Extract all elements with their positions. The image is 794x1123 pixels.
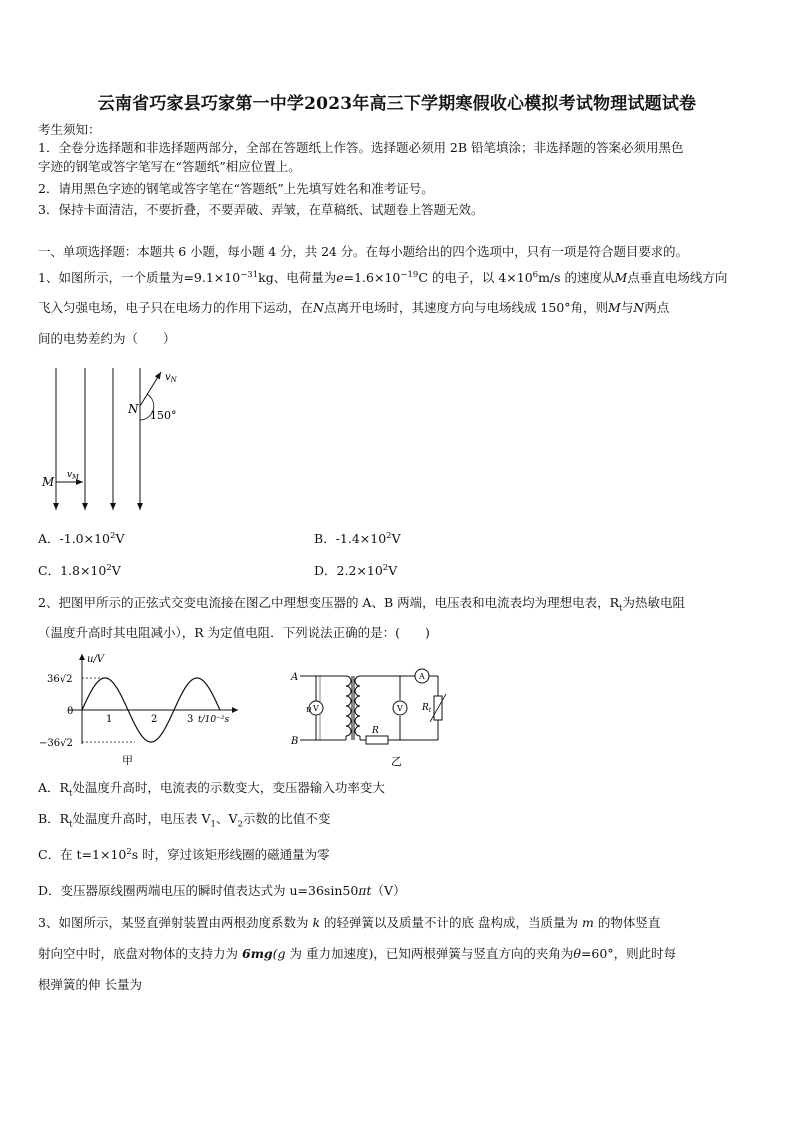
q2-voltage-graph bbox=[38, 650, 238, 768]
q1-line-1: 1、如图所示，一个质量为$=9.1\times 10^{-31}kg$、电荷量为$e=1.6\times 10^{-19}C$ 的电子，以 $4\times 10^6m/s$ 的速度从M点垂直电场线方向 bbox=[38, 269, 728, 285]
r-label: R bbox=[372, 726, 379, 736]
notice-item-2: 2．请用黑色字迹的钢笔或答字笔在“答题纸”上先填写姓名和准考证号。 bbox=[38, 181, 434, 196]
t-tick-3: 3 bbox=[187, 714, 194, 725]
q1-option-d: D．$2.2\times 10^2V$ bbox=[314, 562, 398, 578]
q1-option-c: C．$1.8\times 10^2V$ bbox=[38, 562, 121, 578]
q2-option-b: B．$R_t$处温度升高时，电压表 $V_1$、$V_2$示数的比值不变 bbox=[38, 811, 331, 830]
q1-line-2: 飞入匀强电场，电子只在电场力的作用下运动，在N点离开电场时，其速度方向与电场线成 150°角，则M与N两点 bbox=[38, 300, 670, 315]
angle-label: 150° bbox=[150, 409, 177, 422]
origin-label: 0 bbox=[67, 706, 74, 717]
q2-option-a: A．$R_t$处温度升高时，电流表的示数变大，变压器输入功率变大 bbox=[38, 780, 385, 799]
y-min-label: −36√2 bbox=[39, 738, 73, 749]
graph-caption: 甲 bbox=[122, 754, 133, 767]
q3-line-1: 3、如图所示，某竖直弹射装置由两根劲度系数为 k 的轻弹簧以及质量不计的底 盘构成，当质量为 m 的物体竖直 bbox=[38, 915, 661, 930]
t-tick-1: 1 bbox=[106, 714, 113, 725]
v2-label: V bbox=[397, 704, 403, 713]
rt-label: $R_t$ bbox=[422, 703, 432, 714]
q2-option-c: C．在 $t=1\times 10^2s$ 时，穿过该矩形线圈的磁通量为零 bbox=[38, 846, 330, 862]
terminal-a-label: A bbox=[291, 672, 299, 683]
section-heading: 一、单项选择题：本题共 6 小题，每小题 4 分，共 24 分。在每小题给出的四个选项中，只有一项是符合题目要求的。 bbox=[38, 244, 688, 259]
circuit-caption: 乙 bbox=[391, 755, 402, 768]
q2-line-1: 2、把图甲所示的正弦式交变电流接在图乙中理想变压器的 A、B 两端，电压表和电流表均为理想电表，$R_t$为热敏电阻 bbox=[38, 595, 685, 614]
point-m-label: M bbox=[42, 475, 55, 489]
vm-label: $v_M$ bbox=[67, 470, 79, 481]
ammeter-label: A bbox=[419, 672, 425, 681]
notice-heading: 考生须知： bbox=[38, 122, 101, 137]
q2-option-d: D．变压器原线圈两端电压的瞬时值表达式为 u=36sin50πt（V） bbox=[38, 883, 406, 898]
terminal-b-label: B bbox=[291, 736, 299, 747]
velocity-n-arrow bbox=[140, 372, 161, 406]
q3-line-3: 根弹簧的伸 长量为 bbox=[38, 977, 142, 992]
vn-label: $v_N$ bbox=[165, 372, 177, 384]
q1-line-3: 间的电势差约为（ ） bbox=[38, 331, 176, 346]
resistor-r bbox=[366, 736, 388, 744]
q1-option-a: A．$-1.0\times 10^2V$ bbox=[38, 530, 125, 546]
q1-option-b: B．$-1.4\times 10^2V$ bbox=[314, 530, 401, 546]
y-axis-label: u/V bbox=[87, 654, 105, 665]
q2-line-2: （温度升高时其电阻减小），R 为定值电阻．下列说法正确的是：( ) bbox=[38, 625, 430, 640]
q1-field-figure bbox=[30, 362, 190, 522]
point-n-label: N bbox=[128, 402, 139, 416]
q2-circuit bbox=[290, 664, 450, 768]
x-axis-label: t/10⁻²s bbox=[198, 715, 230, 725]
notice-item-1: 1．全卷分选择题和非选择题两部分，全部在答题纸上作答。选择题必须用 2B 铅笔填涂；非选择题的答案必须用黑色 bbox=[38, 140, 684, 155]
v1-label: V bbox=[313, 704, 319, 713]
notice-item-3: 3．保持卡面清洁，不要折叠，不要弄破、弄皱，在草稿纸、试题卷上答题无效。 bbox=[38, 202, 484, 217]
q3-line-2: 射向空中时，底盘对物体的支持力为 6mg(g 为 重力加速度)，已知两根弹簧与竖直方向的夹角为θ=60°，则此时每 bbox=[38, 946, 677, 961]
t-tick-2: 2 bbox=[151, 714, 158, 725]
source-u-label: u bbox=[306, 705, 312, 715]
page-title: 云南省巧家县巧家第一中学2023年高三下学期寒假收心模拟考试物理试题试卷 bbox=[97, 94, 697, 114]
y-max-label: 36√2 bbox=[47, 674, 73, 685]
notice-item-1-cont: 字迹的钢笔或答字笔写在“答题纸”相应位置上。 bbox=[38, 159, 301, 174]
